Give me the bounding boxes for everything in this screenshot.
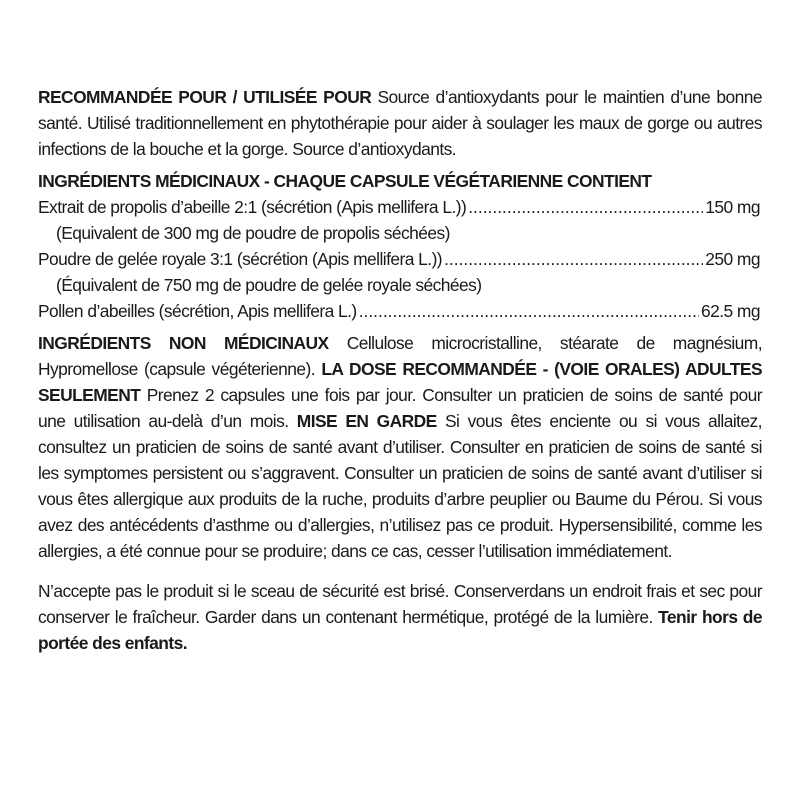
product-label-text [38,84,762,656]
dose-text: Prenez 2 capsules une fois par jour. Consulter un praticien de soins de santé pour une utilisation au-delà d’un mois. [38,385,762,431]
ingredient-name: Extrait de propolis d’abeille 2:1 (sécrétion (Apis mellifera L.)) [38,197,467,217]
ingredient-row-bee-pollen [38,298,760,324]
recommended-use-paragraph [38,84,762,162]
nonmedicinal-text: Cellulose microcristalline, stéarate de magnésium, Hypromellose (capsule végéterienne). [38,333,762,379]
dose-heading: LA DOSE RECOMMANDÉE - (VOIE ORALES) ADULTES SEULEMENT [38,359,762,405]
ingredient-name: Pollen d’abeilles (sécrétion, Apis mellifera L.) [38,301,357,321]
ingredient-equivalent-note: (Equivalent de 300 mg de poudre de propolis séchées) [56,223,450,243]
warning-heading: MISE EN GARDE [296,411,437,431]
recommended-use-heading: RECOMMANDÉE POUR / UTILISÉE POUR [38,87,372,107]
ingredient-equivalent-note: (Équivalent de 750 mg de poudre de gelée royale séchées) [56,275,482,295]
recommended-use-text: Source d’antioxydants pour le maintien d’une bonne santé. Utilisé traditionnellement en phytothérapie pour aider à soulager les maux de gorge ou autres infections de la bouche et la gorge. Source d’antioxydants. [38,87,762,159]
nonmedicinal-dose-warning-paragraph [38,330,762,564]
ingredient-row-propolis [38,194,760,220]
medicinal-ingredients-section [38,168,762,324]
storage-text: N’accepte pas le produit si le sceau de sécurité est brisé. Conserverdans un endroit frais et sec pour conserver le fraîcheur. Garder dans un contenant hermétique, protégé de la lumière. [38,581,762,627]
nonmedicinal-heading: INGRÉDIENTS NON MÉDICINAUX [38,333,329,353]
dot-leader [468,194,703,220]
dot-leader [359,298,699,324]
ingredient-row-royal-jelly [38,246,760,272]
keep-out-of-reach-text: Tenir hors de portée des enfants. [38,607,762,653]
ingredient-dose: 150 mg [705,197,760,217]
medicinal-ingredients-heading: INGRÉDIENTS MÉDICINAUX - CHAQUE CAPSULE VÉGÉTARIENNE CONTIENT [38,171,652,191]
dot-leader [444,246,703,272]
warning-text: Si vous êtes enciente ou si vous allaitez, consultez un praticien de soins de santé avant d’utiliser. Consulter en praticien de soins de santé si les symptomes persistent ou s’aggravent. Consulter un praticien de soins de santé avant d’utiliser si vous êtes allergique aux produits de la ruche, produits d’arbre peuplier ou Baume du Pérou. Si vous avez des antécédents d’asthme ou d’allergies, n’utilisez pas ce produit. Hypersensibilité, comme les allergies, a été connue pour se produire; dans ce cas, cesser l’utilisation immédiatement. [38,411,762,561]
ingredient-dose: 62.5 mg [701,301,760,321]
ingredient-dose: 250 mg [705,249,760,269]
ingredient-name: Poudre de gelée royale 3:1 (sécrétion (Apis mellifera L.)) [38,249,443,269]
storage-paragraph [38,578,762,656]
